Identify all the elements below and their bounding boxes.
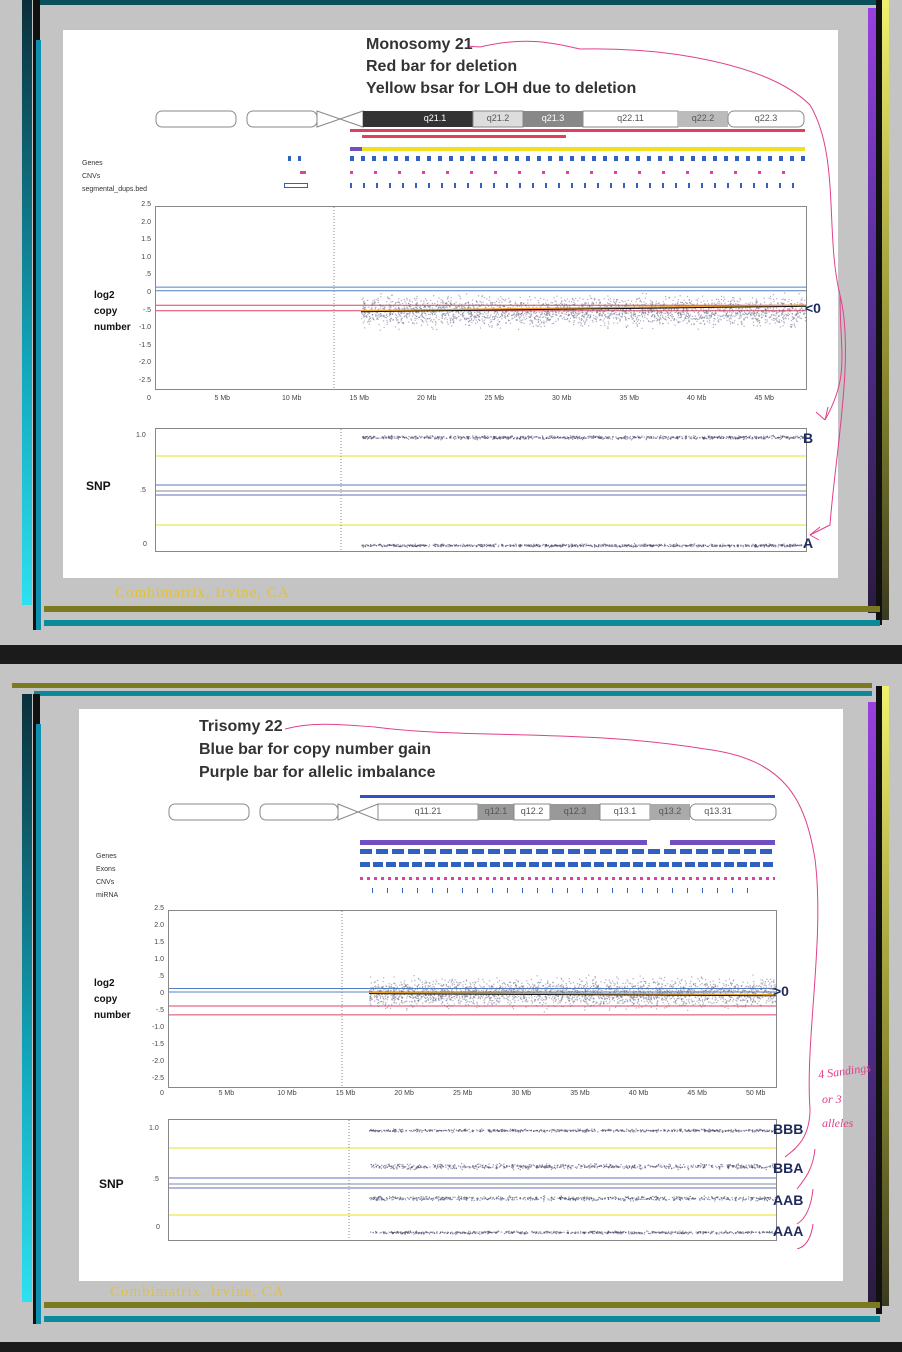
slide-panel-trisomy-22	[0, 664, 902, 1342]
marker-bbb: BBB	[773, 1121, 804, 1137]
right-decor-bar-black	[876, 0, 882, 625]
band-label: q21.2	[486, 113, 510, 123]
x-tick-label: 45 Mb	[754, 395, 774, 402]
x-tick-label: 10 Mb	[277, 1090, 297, 1097]
x-tick-label: 25 Mb	[453, 1090, 473, 1097]
y-tick-label: -1.5	[138, 341, 151, 349]
x-tick-label: 15 Mb	[335, 1090, 356, 1097]
axis-label-line: log2	[94, 290, 115, 301]
marker-aaa: AAA	[773, 1223, 804, 1239]
axis-label-line: copy	[94, 994, 118, 1005]
y-tick-label: -2.5	[151, 1075, 164, 1082]
loh-purple-segment	[350, 147, 362, 151]
x-tick-label: 0	[147, 395, 151, 402]
snp-axis-label: SNP	[99, 1177, 124, 1191]
y-tick-label: -1.0	[138, 324, 151, 332]
y-tick-label: 2.0	[154, 922, 164, 929]
handwritten-note: or 3	[822, 1092, 842, 1106]
bottom-decor-bar-teal	[44, 1316, 880, 1322]
snp-tick: .5	[153, 1176, 159, 1183]
right-decor-bar-yellow	[882, 0, 889, 620]
right-decor-bar-black	[876, 686, 882, 1314]
band-label: q21.1	[423, 113, 447, 123]
marker-aab: AAB	[773, 1192, 804, 1208]
axis-label-line: copy	[94, 306, 118, 317]
x-tick-label: 35 Mb	[570, 1090, 590, 1097]
handwritten-arrows	[285, 719, 845, 1249]
y-tick-label: -2.0	[138, 359, 151, 367]
left-decor-bar-teal	[36, 724, 41, 1324]
y-tick-label: -2.5	[138, 377, 151, 384]
x-tick-label: 0	[160, 1090, 164, 1097]
track-label-genes: Genes	[82, 160, 103, 167]
x-tick-label: 20 Mb	[394, 1090, 414, 1097]
segdup-track-p	[284, 183, 308, 188]
x-tick-label: 40 Mb	[687, 395, 707, 402]
y-tick-label: 2.0	[141, 218, 151, 226]
snp-tick: 0	[143, 541, 147, 548]
handwritten-arrows	[470, 35, 870, 555]
track-label-genes: Genes	[96, 853, 117, 860]
band-label: q22.11	[617, 113, 644, 123]
y-tick-label: 1.5	[141, 236, 151, 244]
y-tick-label: -.5	[142, 306, 151, 314]
y-tick-label: .5	[145, 271, 151, 279]
bottom-decor-bar-olive	[44, 1302, 880, 1308]
snp-tick: .5	[140, 487, 146, 494]
credit-text: Combimatrix, Irvine, CA	[110, 1284, 285, 1300]
marker-b: B	[803, 430, 814, 446]
slide-subtitle-2: Yellow bsar for LOH due to deletion	[366, 80, 637, 97]
y-tick-label: -2.0	[151, 1058, 164, 1065]
y-tick-label: 0	[160, 990, 164, 997]
band-label: q22.3	[754, 113, 778, 123]
marker-a: A	[803, 535, 814, 551]
left-decor-bar-teal	[36, 40, 41, 630]
track-label-segdups: segmental_dups.bed	[82, 186, 147, 193]
marker-zero: <0	[805, 300, 821, 316]
y-tick-label: 0	[147, 289, 151, 296]
band-label: q12.1	[484, 806, 508, 816]
band-label: q13.2	[658, 806, 682, 816]
slide-subtitle-1: Blue bar for copy number gain	[199, 741, 432, 758]
x-tick-label: 35 Mb	[619, 395, 639, 402]
x-tick-label: 5 Mb	[218, 1090, 235, 1097]
snp-tick: 1.0	[136, 432, 146, 439]
x-tick-label: 30 Mb	[511, 1090, 532, 1097]
right-decor-bar-yellow	[882, 686, 889, 1306]
axis-label-line: log2	[94, 978, 115, 989]
x-tick-label: 25 Mb	[484, 395, 504, 402]
top-decor-bar	[40, 0, 882, 5]
track-label-cnvs: CNVs	[82, 173, 101, 180]
top-decor-bar-olive	[12, 683, 872, 688]
slide-title: Trisomy 22	[199, 718, 283, 735]
x-tick-label: 50 Mb	[746, 1090, 766, 1097]
y-tick-label: 1.0	[141, 253, 151, 261]
y-tick-label: -.5	[155, 1007, 164, 1014]
cnv-track-p	[300, 171, 306, 174]
y-tick-label: 1.0	[154, 956, 164, 963]
y-tick-label: -1.0	[151, 1024, 164, 1031]
x-tick-label: 20 Mb	[417, 395, 437, 402]
axis-label-line: number	[94, 1010, 131, 1021]
credit-text: Combimatrix, Irvine, CA	[115, 585, 290, 601]
handwritten-note: alleles	[822, 1116, 854, 1130]
track-label-exons: Exons	[96, 866, 116, 873]
right-decor-bar-purple	[868, 702, 876, 1302]
y-tick-label: 2.5	[141, 201, 151, 208]
band-label: q21.3	[541, 113, 565, 123]
log2-axis-label	[94, 976, 131, 1024]
x-tick-label: 15 Mb	[349, 395, 369, 402]
y-tick-label: .5	[158, 973, 164, 980]
x-tick-label: 5 Mb	[214, 395, 231, 402]
band-label: q22.2	[691, 113, 715, 123]
band-label: q12.2	[520, 806, 544, 816]
band-label: q13.1	[613, 806, 637, 816]
axis-label-line: number	[94, 322, 131, 333]
log2-axis-label	[94, 288, 131, 336]
bottom-decor-bar-olive	[44, 606, 880, 612]
marker-zero: >0	[773, 983, 789, 999]
left-decor-bar	[22, 694, 32, 1302]
y-tick-label: 1.5	[154, 939, 164, 946]
band-label: q13.31	[704, 806, 732, 816]
handwritten-note: 4 Sandings	[817, 1060, 872, 1082]
x-tick-label: 10 Mb	[282, 395, 302, 402]
marker-bba: BBA	[773, 1160, 804, 1176]
slide-title: Monosomy 21	[366, 36, 473, 53]
x-tick-label: 45 Mb	[687, 1090, 707, 1097]
slide-subtitle-2: Purple bar for allelic imbalance	[199, 764, 436, 781]
slide-panel-monosomy-21	[0, 0, 902, 645]
snp-tick: 0	[156, 1224, 160, 1231]
slide-subtitle-1: Red bar for deletion	[366, 58, 518, 75]
track-label-mirna: miRNA	[96, 892, 119, 899]
x-tick-label: 30 Mb	[552, 395, 572, 402]
track-label-cnvs: CNVs	[96, 879, 115, 886]
left-decor-bar	[22, 0, 32, 605]
top-decor-bar-teal	[34, 691, 872, 696]
band-label: q12.3	[563, 806, 587, 816]
y-tick-label: 2.5	[154, 905, 164, 912]
y-tick-label: -1.5	[151, 1041, 164, 1048]
snp-axis-label: SNP	[86, 479, 111, 493]
x-tick-label: 40 Mb	[628, 1090, 649, 1097]
band-label: q11.21	[414, 806, 442, 816]
snp-tick: 1.0	[149, 1125, 159, 1132]
genes-track-p	[288, 156, 308, 161]
bottom-decor-bar-teal	[44, 620, 880, 626]
